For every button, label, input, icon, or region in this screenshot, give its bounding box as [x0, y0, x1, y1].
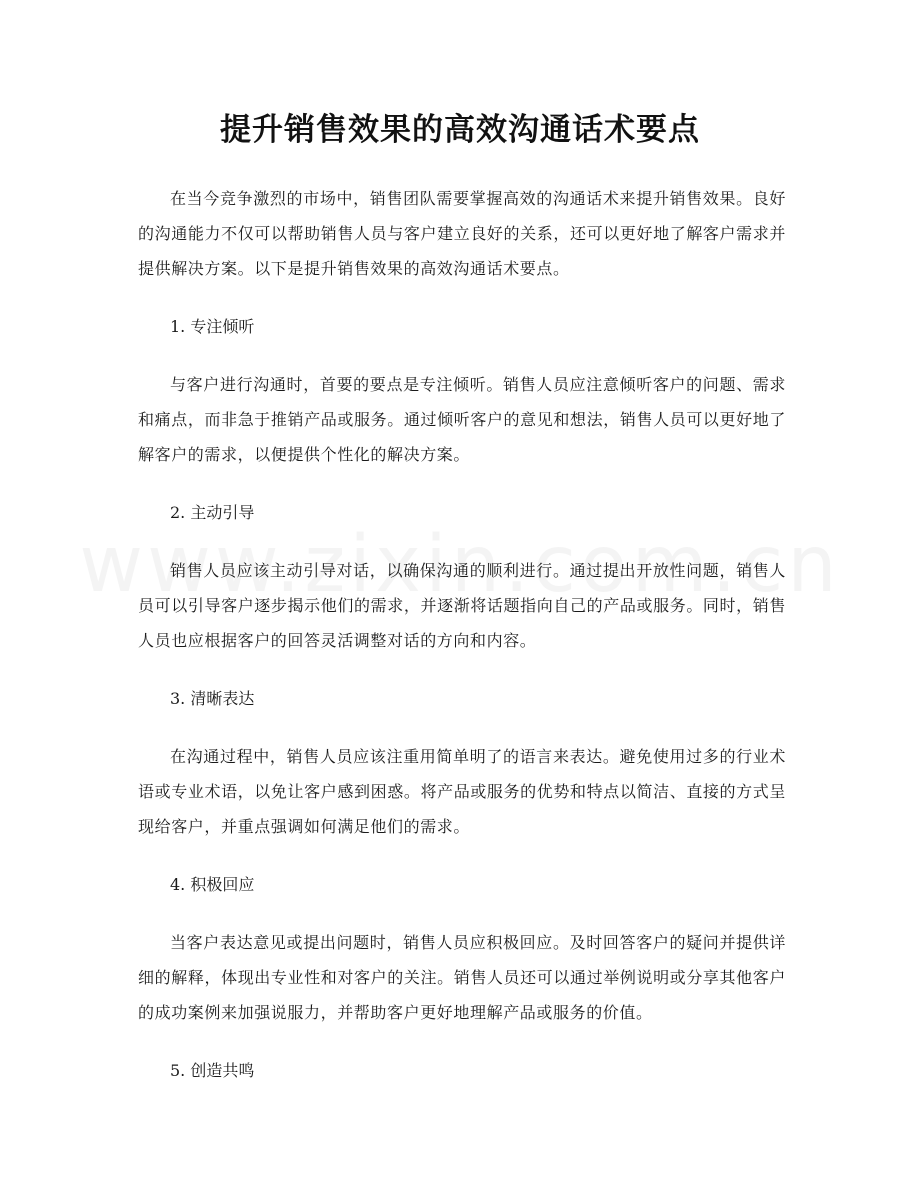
section-heading-3: 3. 清晰表达: [170, 689, 255, 708]
section-paragraph-2: 销售人员应该主动引导对话，以确保沟通的顺利进行。通过提出开放性问题，销售人员可以引导客户逐步揭示他们的需求，并逐渐将话题指向自己的产品或服务。同时，销售人员也应根据客户的回答灵活调整对话的方向和内容。: [138, 561, 786, 650]
section-heading-1: 1. 专注倾听: [170, 317, 255, 336]
intro-paragraph: 在当今竞争激烈的市场中，销售团队需要掌握高效的沟通话术来提升销售效果。良好的沟通能力不仅可以帮助销售人员与客户建立良好的关系，还可以更好地了解客户需求并提供解决方案。以下是提升销售效果的高效沟通话术要点。: [138, 189, 786, 278]
section-heading-4: 4. 积极回应: [170, 875, 255, 894]
section-paragraph-4: 当客户表达意见或提出问题时，销售人员应积极回应。及时回答客户的疑问并提供详细的解释，体现出专业性和对客户的关注。销售人员还可以通过举例说明或分享其他客户的成功案例来加强说服力，并帮助客户更好地理解产品或服务的价值。: [138, 933, 786, 1022]
section-heading-2: 2. 主动引导: [170, 503, 255, 522]
section-heading-5: 5. 创造共鸣: [170, 1061, 255, 1080]
document-body: [138, 181, 786, 1111]
page-title: 提升销售效果的高效沟通话术要点: [220, 112, 700, 148]
section-paragraph-3: 在沟通过程中，销售人员应该注重用简单明了的语言来表达。避免使用过多的行业术语或专业术语，以免让客户感到困惑。将产品或服务的优势和特点以简洁、直接的方式呈现给客户，并重点强调如何满足他们的需求。: [138, 747, 786, 836]
section-paragraph-1: 与客户进行沟通时，首要的要点是专注倾听。销售人员应注意倾听客户的问题、需求和痛点，而非急于推销产品或服务。通过倾听客户的意见和想法，销售人员可以更好地了解客户的需求，以便提供个性化的解决方案。: [138, 375, 786, 464]
